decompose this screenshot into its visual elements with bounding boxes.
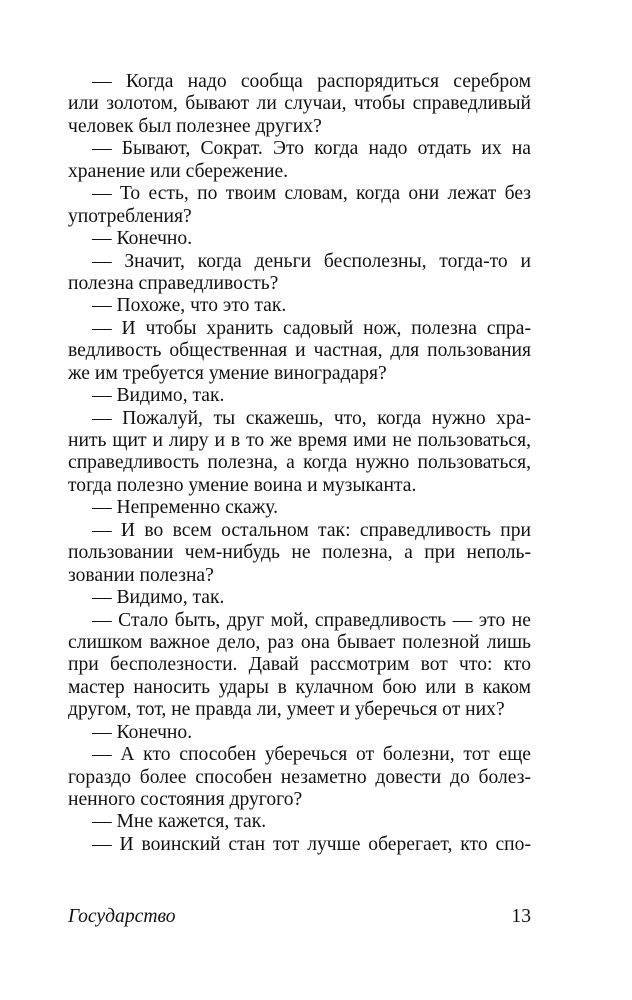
text-line: зовании полезна? bbox=[68, 564, 214, 586]
text-line: справедливость полезна, а когда нужно пользоваться, bbox=[68, 452, 531, 474]
text-line: — И воинский стан тот лучше оберегает, кто спо- bbox=[92, 833, 531, 855]
text-line: другом, тот, не правда ли, умеет и уберечься от них? bbox=[68, 699, 505, 721]
text-line: — А кто способен уберечься от болезни, тот еще bbox=[92, 744, 531, 766]
text-line: — Похоже, что это так. bbox=[92, 295, 287, 317]
text-line: человек был полезнее других? bbox=[68, 115, 322, 137]
text-line: — Мне кажется, так. bbox=[92, 811, 267, 833]
text-line: мастер наносить удары в кулачном бою или в каком bbox=[68, 676, 531, 698]
text-line: тогда полезно умение воина и музыканта. bbox=[68, 474, 417, 496]
text-line: — И чтобы хранить садовый нож, полезна спра- bbox=[92, 317, 531, 339]
text-line: или золотом, бывают ли случаи, чтобы справедливый bbox=[68, 93, 531, 115]
text-line: при бесполезности. Давай рассмотрим вот что: кто bbox=[68, 654, 531, 676]
text-line: — Конечно. bbox=[92, 721, 193, 743]
page-number: 13 bbox=[511, 906, 531, 927]
text-line: полезна справедливость? bbox=[68, 272, 279, 294]
text-line: — Значит, когда деньги бесполезны, тогда-то и bbox=[92, 250, 531, 272]
text-line: — И во всем остальном так: справедливость при bbox=[92, 519, 531, 541]
text-line: же им требуется умение виноградаря? bbox=[68, 362, 387, 384]
text-line: — Конечно. bbox=[92, 228, 193, 250]
text-line: — Непременно скажу. bbox=[92, 497, 278, 519]
text-line: — Бывают, Сократ. Это когда надо отдать их на bbox=[92, 138, 531, 160]
text-line: — Пожалуй, ты скажешь, что, когда нужно хра- bbox=[92, 407, 531, 429]
text-line: — Когда надо сообща распорядиться серебром bbox=[92, 71, 531, 92]
text-line: хранение или сбережение. bbox=[68, 160, 289, 182]
text-line: пользовании чем-нибудь не полезна, а при неполь- bbox=[68, 542, 531, 564]
text-line: — Видимо, так. bbox=[92, 385, 225, 407]
text-line: ненного состояния другого? bbox=[68, 789, 303, 810]
text-line: ведливость общественная и частная, для пользования bbox=[68, 340, 531, 362]
text-line: нить щит и лиру и в то же время ими не пользоваться, bbox=[68, 430, 531, 451]
running-footer-title: Государство bbox=[68, 906, 176, 927]
body-text bbox=[68, 71, 531, 856]
text-line: употребления? bbox=[68, 205, 192, 227]
text-line: — Стало быть, друг мой, справедливость — это не bbox=[92, 609, 531, 631]
text-line: — Видимо, так. bbox=[92, 587, 225, 609]
text-line: слишком важное дело, раз она бывает полезной лишь bbox=[68, 631, 531, 653]
text-line: — То есть, по твоим словам, когда они лежат без bbox=[92, 183, 531, 205]
text-line: гораздо более способен незаметно довести до болез- bbox=[68, 766, 531, 788]
